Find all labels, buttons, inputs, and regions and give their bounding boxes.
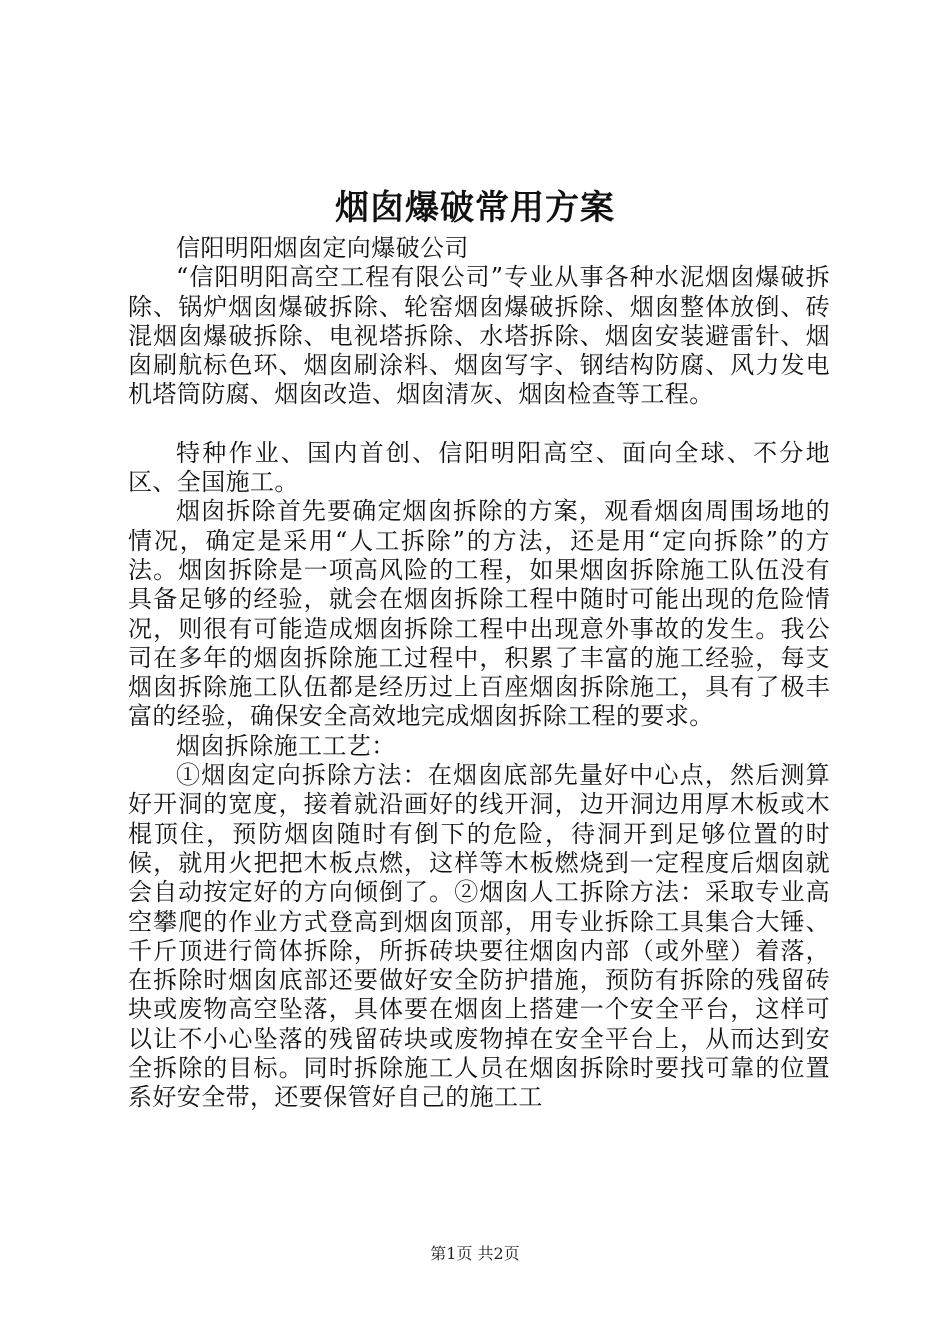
paragraph-slogan: 特种作业、国内首创、信阳明阳高空、面向全球、不分地区、全国施工。 xyxy=(128,438,830,497)
paragraph-demolition-plan: 烟囱拆除首先要确定烟囱拆除的方案，观看烟囱周围场地的情况，确定是采用“人工拆除”的方法，还是用“定向拆除”的方法。烟囱拆除是一项高风险的工程，如果烟囱拆除施工队伍没有具备足够的经验，就会在烟囱拆除工程中随时可能出现的危险情况，则很有可能造成烟囱拆除工程中出现意外事故的发生。我公司在多年的烟囱拆除施工过程中，积累了丰富的施工经验，每支烟囱拆除施工队伍都是经历过上百座烟囱拆除施工，具有了极丰富的经验，确保安全高效地完成烟囱拆除工程的要求。 xyxy=(128,497,830,731)
paragraph-process-heading: 烟囱拆除施工工艺： xyxy=(176,731,396,760)
paragraph-process-methods: ①烟囱定向拆除方法：在烟囱底部先量好中心点，然后测算好开洞的宽度，接着就沿画好的线开洞，边开洞边用厚木板或木棍顶住，预防烟囱随时有倒下的危险，待洞开到足够位置的时候，就用火把把木板点燃，这样等木板燃烧到一定程度后烟囱就会自动按定好的方向倾倒了。②烟囱人工拆除方法：采取专业高空攀爬的作业方式登高到烟囱顶部，用专业拆除工具集合大锤、千斤顶进行筒体拆除，所拆砖块要往烟囱内部（或外壁）着落，在拆除时烟囱底部还要做好安全防护措施，预防有拆除的残留砖块或废物高空坠落，具体要在烟囱上搭建一个安全平台，这样可以让不小心坠落的残留砖块或废物掉在安全平台上，从而达到安全拆除的目标。同时拆除施工人员在烟囱拆除时要找可靠的位置系好安全带，还要保管好自己的施工工 xyxy=(128,761,830,1112)
paragraph-spacer xyxy=(128,410,830,439)
paragraph-services: “信阳明阳高空工程有限公司”专业从事各种水泥烟囱爆破拆除、锅炉烟囱爆破拆除、轮窑烟囱爆破拆除、烟囱整体放倒、砖混烟囱爆破拆除、电视塔拆除、水塔拆除、烟囱安装避雷针、烟囱刷航标色环、烟囱刷涂料、烟囱写字、钢结构防腐、风力发电机塔筒防腐、烟囱改造、烟囱清灰、烟囱检查等工程。 xyxy=(128,263,830,409)
page-number: 第1页 共2页 xyxy=(430,1244,520,1263)
document-body xyxy=(128,234,830,1113)
document-title: 烟囱爆破常用方案 xyxy=(335,188,615,228)
paragraph-company-name: 信阳明阳烟囱定向爆破公司 xyxy=(176,234,469,262)
